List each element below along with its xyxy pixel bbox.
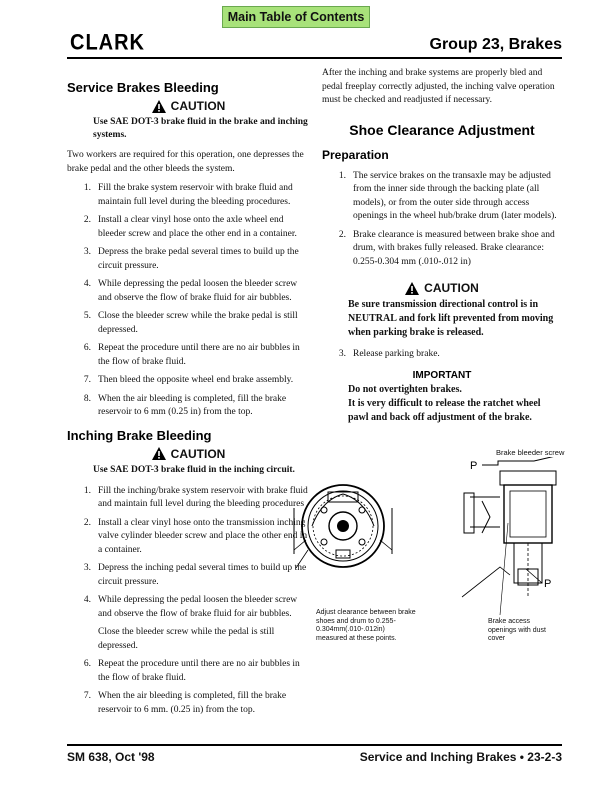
caution-label: CAUTION [170,446,226,461]
p-label-bottom: P [544,578,552,590]
inching-steps-list [67,485,310,718]
header-rule [67,57,562,59]
list-item: 8. When the air bleeding is completed, fill the brake reservoir to 6 mm (0.25 in) from the top. [83,393,287,417]
service-steps-list [67,182,310,420]
warning-triangle-icon [152,447,166,460]
important-line-2: It is very difficult to release the ratchet wheel pawl and back off adjustment of the brake. [348,397,541,423]
list-item: 1. The service brakes on the transaxle may be adjusted from the inner side through the backing plate (all models), or from the outer side through access openings in the wheel hub/brake drum (later models). [338,170,557,221]
brake-section-figure [460,457,564,617]
clark-logo: CLARK [70,30,145,56]
list-item: 2. Install a clear vinyl hose onto the axle wheel end bleeder screw and place the other end in a container. [83,215,297,239]
list-item: 5. Close the bleeder screw while the brake pedal is still depressed. [83,311,298,335]
left-column [67,80,310,722]
list-item: 1. Fill the brake system reservoir with brake fluid and maintain full level during the bleeding procedures. [83,183,293,207]
prep-steps-list [322,170,562,270]
footer-rule [67,744,562,746]
caution-label: CAUTION [424,281,479,295]
warning-triangle-icon [405,282,419,295]
list-item: 3. Release parking brake. [338,349,440,359]
right-column [322,67,562,425]
service-caution-title [67,99,310,113]
list-item: 7. Then bleed the opposite wheel end brake assembly. [83,375,294,385]
service-intro: Two workers are required for this operation, one depresses the brake pedal and the other bleeds the system. [67,150,304,174]
list-item: 3. Depress the brake pedal several times to build up the circuit pressure. [83,247,299,271]
list-item: 7. When the air bleeding is completed, fill the brake reservoir to 6 mm. (0.25 in) from the top. [83,691,287,715]
important-line-1: Do not overtighten brakes. [348,383,462,395]
service-brakes-heading: Service Brakes Bleeding [67,80,219,95]
inching-caution-title [67,447,310,461]
brake-bleeder-label: Brake bleeder screw [496,448,565,457]
right-intro: After the inching and brake systems are properly bled and pedal freeplay correctly adjusted, the inching valve operation must be checked and readjusted if necessary. [322,68,555,105]
list-item: 2. Brake clearance is measured between brake shoe and drum, with brakes fully released. Brake clearance: 0.255-0.304 mm (.010-.012 in) [338,229,555,267]
main-toc-button[interactable]: Main Table of Contents [222,6,370,28]
group-title: Group 23, Brakes [429,36,562,53]
list-item: 3. Depress the inching pedal several times to build up the circuit pressure. [83,563,307,587]
list-item: 2. Install a clear vinyl hose onto the transmission inching valve cylinder bleeder screw and place the other end in a container. [83,517,308,555]
shoe-clearance-heading: Shoe Clearance Adjustment [349,121,535,138]
caution-label: CAUTION [170,99,226,113]
p-label-top: P [470,460,478,472]
figure-caption-access: Brake access openings with dust cover [488,618,546,642]
brake-drum-figure [292,470,398,570]
list-item: 4. While depressing the pedal loosen the bleeder screw and observe the flow of brake fluid for air bubbles. [83,279,298,303]
footer-manual-id: SM 638, Oct '98 [67,750,155,764]
preparation-heading: Preparation [322,147,389,162]
prep-step-3 [322,348,562,362]
list-item: 6. Repeat the procedure until there are no air bubbles in the flow of brake fluid. [83,659,300,683]
list-item: 1. Fill the inching/brake system reservoir with brake fluid and maintain full level during the bleeding procedures [83,485,308,509]
shoe-caution-text: Be sure transmission directional control is in NEUTRAL and fork lift prevented from moving when parking brake is released. [348,299,554,338]
figure-caption-clearance: Adjust clearance between brake shoes and drum to 0.255-0.304mm(.010-.012in) measured at these points. [316,609,416,642]
inching-caution-text: Use SAE DOT-3 brake fluid in the inching circuit. [93,464,295,475]
list-item: 4. While depressing the pedal loosen the bleeder screw and observe the flow of brake fluid for air bubbles. [83,595,298,619]
list-item: 6. Repeat the procedure until there are no air bubbles in the flow of brake fluid. [83,343,300,367]
service-caution-text: Use SAE DOT-3 brake fluid in the brake and inching systems. [93,117,308,140]
important-label: IMPORTANT [412,369,472,381]
footer-page-ref: Service and Inching Brakes • 23-2-3 [359,750,562,764]
shoe-caution-title [322,281,562,295]
warning-triangle-icon [152,100,166,113]
list-item: Close the bleeder screw while the pedal is still depressed. [98,627,275,651]
inching-brake-heading: Inching Brake Bleeding [67,427,212,443]
